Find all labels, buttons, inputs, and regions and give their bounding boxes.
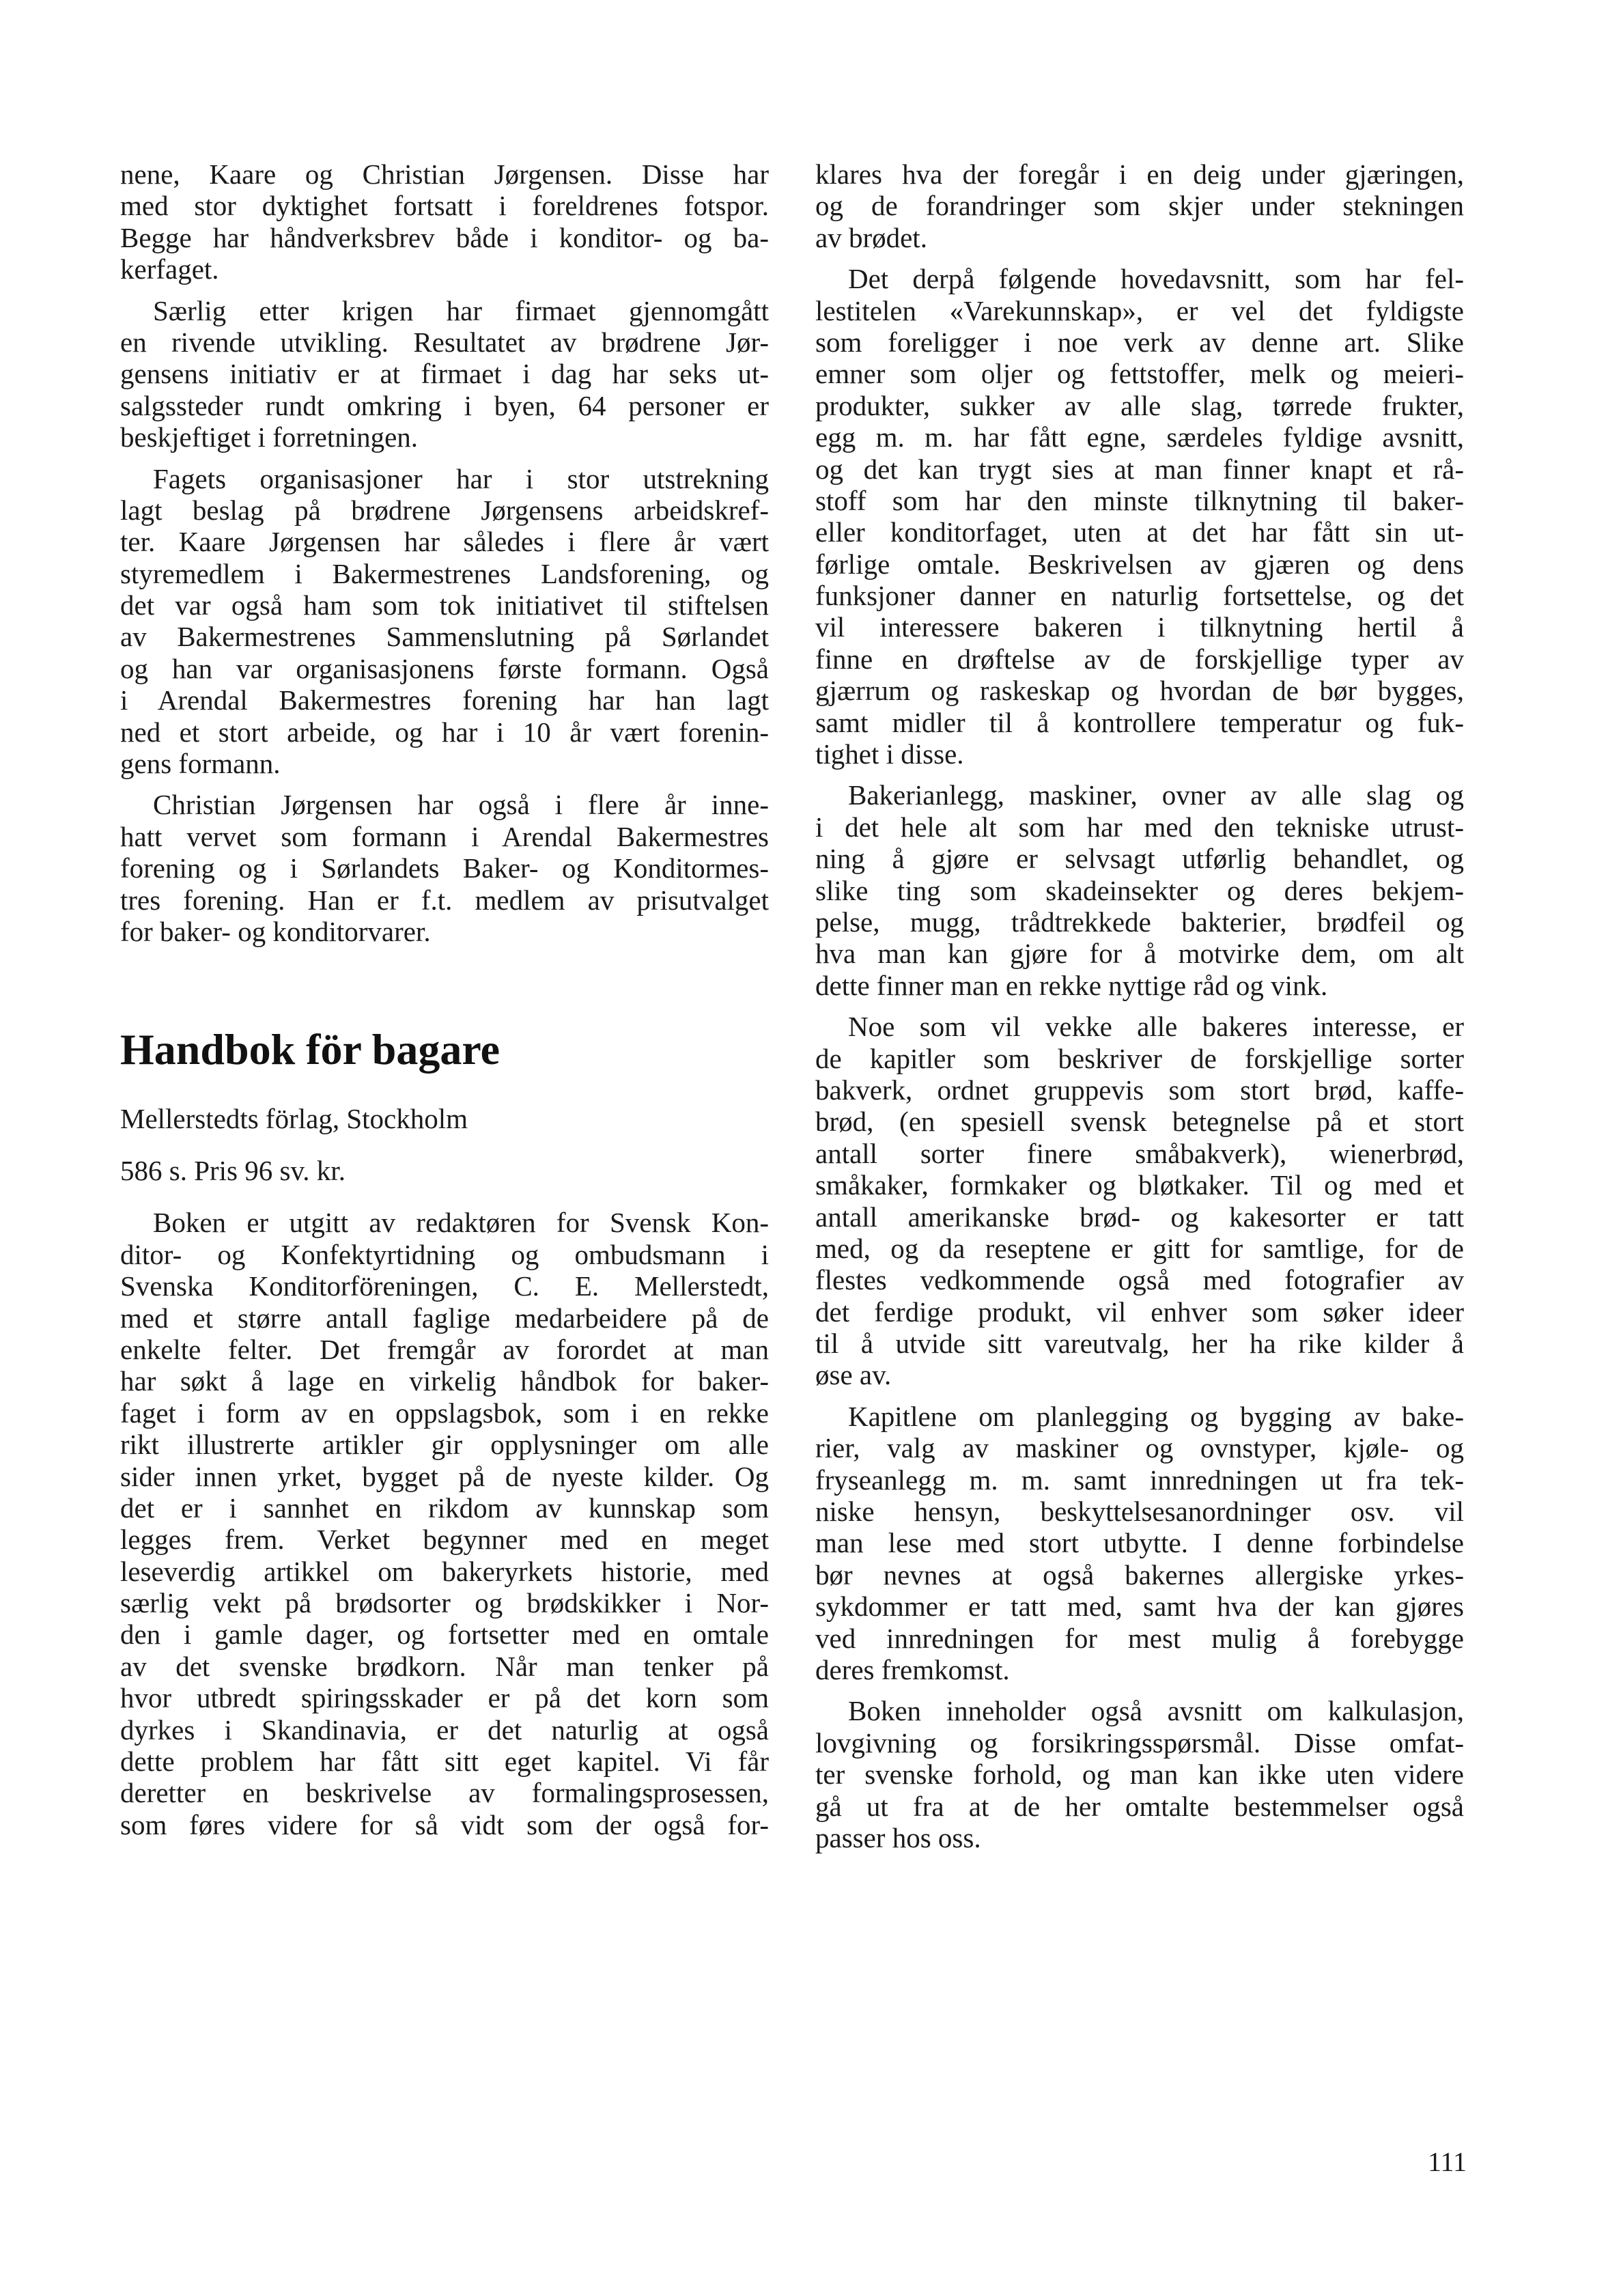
- text-line: deres fremkomst.: [815, 1653, 1010, 1685]
- text-line: nene, Kaare og Christian Jørgensen. Disse har: [120, 158, 769, 190]
- text-line: Det derpå følgende hovedavsnitt, som har fel-: [848, 263, 1464, 295]
- right-column: [815, 158, 1464, 1853]
- text-line: niske hensyn, beskyttelsesanordninger osv. vil: [815, 1496, 1464, 1528]
- text-line: sykdommer er tatt med, samt hva der kan gjøres: [815, 1591, 1464, 1623]
- text-line: antall sorter finere småbakverk), wienerbrød,: [815, 1137, 1464, 1169]
- page-number: 111: [1427, 2146, 1467, 2177]
- text-line: i det hele alt som har med den tekniske utrust-: [815, 811, 1464, 843]
- review-body-text: [120, 1207, 769, 1840]
- text-line: gjærrum og raskeskap og hvordan de bør bygges,: [815, 675, 1464, 707]
- text-line: hva man kan gjøre for å motvirke dem, om alt: [815, 938, 1464, 970]
- text-line: passer hos oss.: [815, 1821, 981, 1853]
- text-line: særlig vekt på brødsorter og brødskikker i Nor-: [120, 1587, 769, 1619]
- text-line: som foreligger i noe verk av denne art. Slike: [815, 326, 1464, 358]
- text-line: deretter en beskrivelse av formalingsprosessen,: [120, 1777, 769, 1809]
- text-line: av Bakermestrenes Sammenslutning på Sørlandet: [120, 621, 769, 653]
- text-line: tres forening. Han er f.t. medlem av prisutvalget: [120, 884, 769, 916]
- text-line: de kapitler som beskriver de forskjellige sorter: [815, 1042, 1464, 1074]
- text-line: Kapitlene om planlegging og bygging av bake-: [848, 1400, 1464, 1432]
- text-line: enkelte felter. Det fremgår av forordet at man: [120, 1333, 769, 1365]
- text-line: det er i sannhet en rikdom av kunnskap som: [120, 1492, 769, 1524]
- text-line: av brødet.: [815, 221, 927, 253]
- text-line: brød, (en spesiell svensk betegnelse på et stort: [815, 1106, 1464, 1138]
- text-line: har søkt å lage en virkelig håndbok for baker-: [120, 1365, 769, 1397]
- text-line: til å utvide sitt vareutvalg, her ha rike kilder å: [815, 1328, 1464, 1360]
- text-line: eller konditorfaget, uten at det har fått sin ut-: [815, 516, 1464, 548]
- text-line: emner som oljer og fettstoffer, melk og meieri-: [815, 358, 1464, 390]
- text-line: styremedlem i Bakermestrenes Landsforening, og: [120, 557, 769, 589]
- text-line: bakverk, ordnet gruppevis som stort brød, kaffe-: [815, 1074, 1464, 1106]
- text-line: pelse, mugg, trådtrekkede bakterier, brødfeil og: [815, 906, 1464, 938]
- text-line: gens formann.: [120, 748, 281, 780]
- text-line: ter. Kaare Jørgensen har således i flere år vært: [120, 526, 769, 558]
- left-body-text: [120, 158, 769, 947]
- text-line: antall amerikanske brød- og kakesorter er tatt: [815, 1201, 1464, 1233]
- text-line: egg m. m. har fått egne, særdeles fyldige avsnitt,: [815, 421, 1464, 453]
- text-line: gå ut fra at de her omtalte bestemmelser også: [815, 1790, 1464, 1822]
- text-line: gensens initiativ er at firmaet i dag har seks ut-: [120, 358, 769, 390]
- text-line: Bakerianlegg, maskiner, ovner av alle slag og: [848, 779, 1464, 811]
- text-line: man lese med stort utbytte. I denne forbindelse: [815, 1527, 1464, 1559]
- text-line: for baker- og konditorvarer.: [120, 915, 431, 947]
- text-line: med stor dyktighet fortsatt i foreldrenes fotspor.: [120, 190, 769, 222]
- text-line: Boken er utgitt av redaktøren for Svensk Kon-: [153, 1207, 769, 1239]
- text-line: det var også ham som tok initiativet til stiftelsen: [120, 589, 769, 621]
- text-line: lagt beslag på brødrene Jørgensens arbeidskref-: [120, 494, 769, 526]
- text-line: ditor- og Konfektyrtidning og ombudsmann i: [120, 1238, 769, 1270]
- text-line: tighet i disse.: [815, 738, 964, 770]
- review-pages-price: 586 s. Pris 96 sv. kr.: [120, 1155, 346, 1187]
- text-line: av det svenske brødkorn. Når man tenker på: [120, 1650, 769, 1682]
- text-line: fryseanlegg m. m. samt innredningen ut fra tek-: [815, 1464, 1464, 1496]
- text-line: dette finner man en rekke nyttige råd og vink.: [815, 969, 1328, 1001]
- text-line: med et større antall faglige medarbeidere på de: [120, 1302, 769, 1334]
- text-line: samt midler til å kontrollere temperatur og fuk-: [815, 706, 1464, 738]
- left-column: [120, 158, 769, 1840]
- text-line: salgssteder rundt omkring i byen, 64 personer er: [120, 389, 769, 421]
- right-body-text: [815, 158, 1464, 1853]
- text-line: stoff som har den minste tilknytning til baker-: [815, 484, 1464, 516]
- text-line: Svenska Konditorföreningen, C. E. Mellerstedt,: [120, 1270, 769, 1302]
- text-line: legges frem. Verket begynner med en meget: [120, 1524, 769, 1556]
- text-line: ned et stort arbeide, og har i 10 år vært forenin-: [120, 716, 769, 748]
- text-line: førlige omtale. Beskrivelsen av gjæren og dens: [815, 548, 1464, 580]
- text-line: vil interessere bakeren i tilknytning hertil å: [815, 611, 1464, 643]
- text-line: Begge har håndverksbrev både i konditor- og ba-: [120, 221, 769, 253]
- text-line: slike ting som skadeinsekter og deres bekjem-: [815, 874, 1464, 906]
- text-line: beskjeftiget i forretningen.: [120, 421, 419, 453]
- text-line: småkaker, formkaker og bløtkaker. Til og med et: [815, 1169, 1464, 1201]
- text-line: funksjoner danner en naturlig fortsettelse, og det: [815, 580, 1464, 612]
- text-line: og han var organisasjonens første formann. Også: [120, 652, 769, 684]
- text-line: dyrkes i Skandinavia, er det naturlig at også: [120, 1713, 769, 1746]
- text-line: lestitelen «Varekunnskap», er vel det fyldigste: [815, 294, 1464, 326]
- review-title: Handbok för bagare: [120, 1025, 500, 1074]
- text-line: hatt vervet som formann i Arendal Bakermestres: [120, 820, 769, 852]
- text-line: dette problem har fått sitt eget kapitel. Vi får: [120, 1746, 769, 1778]
- text-line: i Arendal Bakermestres forening har han lagt: [120, 684, 769, 716]
- text-line: som føres videre for så vidt som der også for-: [120, 1808, 769, 1840]
- text-line: øse av.: [815, 1359, 892, 1391]
- text-line: bør nevnes at også bakernes allergiske yrkes-: [815, 1558, 1464, 1591]
- text-line: rier, valg av maskiner og ovnstyper, kjøle- og: [815, 1432, 1464, 1464]
- text-line: finne en drøftelse av de forskjellige typer av: [815, 643, 1464, 675]
- text-line: leseverdig artikkel om bakeryrkets historie, med: [120, 1555, 769, 1587]
- text-line: sider innen yrket, bygget på de nyeste kilder. Og: [120, 1460, 769, 1492]
- text-line: faget i form av en oppslagsbok, som i en rekke: [120, 1397, 769, 1429]
- review-publisher: Mellerstedts förlag, Stockholm: [120, 1103, 468, 1135]
- text-line: ning å gjøre er selvsagt utførlig behandlet, og: [815, 843, 1464, 875]
- text-line: den i gamle dager, og fortsetter med en omtale: [120, 1619, 769, 1651]
- text-line: en rivende utvikling. Resultatet av brødrene Jør-: [120, 326, 769, 358]
- text-line: og det kan trygt sies at man finner knapt et rå-: [815, 453, 1464, 485]
- text-line: Særlig etter krigen har firmaet gjennomgått: [153, 294, 769, 326]
- text-line: hvor utbredt spiringsskader er på det korn som: [120, 1682, 769, 1714]
- text-line: Boken inneholder også avsnitt om kalkulasjon,: [848, 1695, 1464, 1727]
- text-line: rikt illustrerte artikler gir opplysninger om alle: [120, 1429, 769, 1461]
- text-line: flestes vedkommende også med fotografier av: [815, 1264, 1464, 1296]
- text-line: Christian Jørgensen har også i flere år inne-: [153, 789, 769, 821]
- text-line: kerfaget.: [120, 253, 219, 285]
- text-line: det ferdige produkt, vil enhver som søker ideer: [815, 1296, 1464, 1328]
- text-line: med, og da reseptene er gitt for samtlige, for de: [815, 1232, 1464, 1264]
- text-line: ved innredningen for mest mulig å forebygge: [815, 1622, 1464, 1654]
- text-line: lovgivning og forsikringsspørsmål. Disse omfat-: [815, 1726, 1464, 1759]
- text-line: Fagets organisasjoner har i stor utstrekning: [153, 462, 769, 494]
- text-line: forening og i Sørlandets Baker- og Konditormes-: [120, 852, 769, 884]
- text-line: ter svenske forhold, og man kan ikke uten videre: [815, 1759, 1464, 1791]
- text-line: klares hva der foregår i en deig under gjæringen,: [815, 158, 1464, 190]
- text-line: produkter, sukker av alle slag, tørrede frukter,: [815, 389, 1464, 421]
- text-line: Noe som vil vekke alle bakeres interesse, er: [848, 1011, 1464, 1043]
- text-line: og de forandringer som skjer under stekningen: [815, 190, 1464, 222]
